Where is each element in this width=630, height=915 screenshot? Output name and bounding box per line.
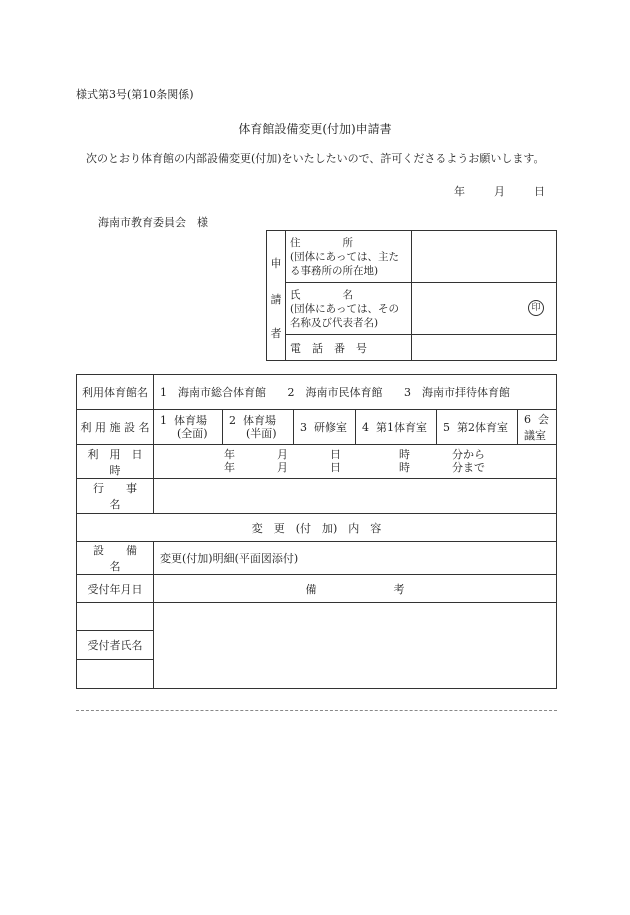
facility-option-3[interactable]: 3 海南市拝待体育館 [404,386,510,399]
usage-table [76,374,557,689]
intro-text: 次のとおり体育館の内部設備変更(付加)をいたしたいので、許可くださるようお願いします。 [86,152,545,165]
facility-option-2[interactable]: 2 海南市民体育館 [287,386,383,399]
address-sub-label: (団体にあっては、主たる事務所の所在地) [290,250,399,277]
equipment-label: 設 備 名 [77,542,154,575]
received-date-label: 受付年月日 [77,575,154,603]
datetime-from-row [224,448,485,461]
facility-option-1[interactable]: 1 海南市総合体育館 [160,386,266,399]
form-number: 様式第3号(第10条関係) [76,88,194,101]
datetime-label: 利 用 日 時 [77,445,154,479]
received-date-input[interactable] [77,603,154,631]
address-label-cell [286,231,412,283]
event-input[interactable] [154,479,557,514]
dt-from-day: 日 [330,448,341,461]
name-label-cell [286,283,412,335]
phone-label: 電 話 番 号 [286,335,412,361]
room-4-num: 4 [362,421,369,434]
address-input[interactable] [412,231,557,283]
datetime-to-row [224,461,485,474]
side-char-1: 申 [270,257,282,270]
room-1-name: 体育場 [174,414,207,427]
dt-from-suffix: 分から [452,448,485,461]
addressee: 海南市教育委員会 様 [98,216,208,229]
room-option-1[interactable] [154,410,223,445]
receiver-input[interactable] [77,660,154,689]
room-option-4[interactable] [356,410,437,445]
change-heading: 変 更 (付 加) 内 容 [77,514,557,542]
side-char-3: 者 [270,327,282,340]
dt-to-day: 日 [330,461,341,474]
remarks-label: 備 考 [154,575,557,603]
room-1-num: 1 [160,414,167,427]
application-date [454,183,545,199]
room-option-6[interactable] [518,410,557,445]
dt-to-month: 月 [277,461,288,474]
room-2-sub: (半面) [246,427,277,440]
name-label: 氏 名 [290,288,353,301]
facility-options [154,375,557,410]
room-option-2[interactable] [223,410,294,445]
phone-input[interactable] [412,335,557,361]
cut-line [76,710,557,711]
applicant-table [266,230,557,361]
room-4-name: 第1体育室 [376,421,427,434]
name-sub-label: (団体にあっては、その名称及び代表者名) [290,302,399,329]
seal-mark: 印 [528,300,544,316]
dt-to-year: 年 [224,461,235,474]
room-option-3[interactable] [294,410,356,445]
dt-from-hour: 時 [399,448,410,461]
room-2-name: 体育場 [243,414,276,427]
address-label: 住 所 [290,236,353,249]
room-2-num: 2 [229,414,236,427]
room-5-num: 5 [443,421,450,434]
side-char-2: 請 [270,293,282,306]
equipment-value[interactable]: 変更(付加)明細(平面図添付) [154,542,557,575]
room-6-name: 会議室 [524,413,549,442]
applicant-side-label [267,231,286,361]
room-option-5[interactable] [437,410,518,445]
room-6-num: 6 [524,413,531,426]
room-3-name: 研修室 [314,421,347,434]
form-title: 体育館設備変更(付加)申請書 [238,122,392,136]
name-input[interactable] [412,283,557,335]
room-5-name: 第2体育室 [457,421,508,434]
remarks-input[interactable] [154,603,557,689]
date-month: 月 [494,185,505,198]
rooms-label: 利 用 施 設 名 [77,410,154,445]
room-1-sub: (全面) [177,427,208,440]
dt-from-month: 月 [277,448,288,461]
dt-to-suffix: 分まで [452,461,485,474]
date-day: 日 [534,185,545,198]
dt-from-year: 年 [224,448,235,461]
date-year: 年 [454,185,465,198]
event-label: 行 事 名 [77,479,154,514]
receiver-label: 受付者氏名 [77,631,154,660]
facility-label: 利用体育館名 [77,375,154,410]
room-3-num: 3 [300,421,307,434]
dt-to-hour: 時 [399,461,410,474]
datetime-input[interactable] [154,445,557,479]
